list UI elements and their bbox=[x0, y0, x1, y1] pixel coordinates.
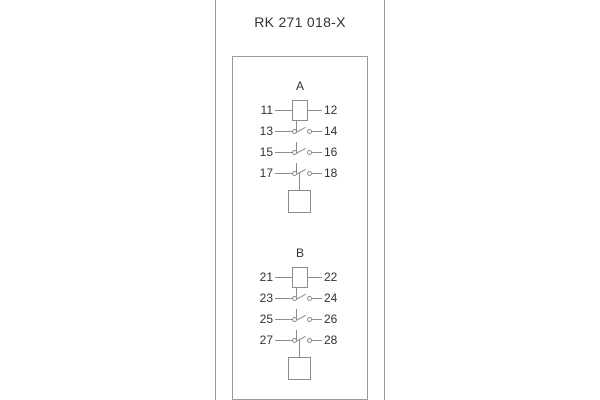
terminal-26: 26 bbox=[324, 312, 338, 326]
armature-link-25 bbox=[296, 309, 297, 319]
wire-28 bbox=[312, 340, 322, 341]
wire-26 bbox=[312, 319, 322, 320]
terminal-14: 14 bbox=[324, 124, 338, 138]
wire-14 bbox=[312, 131, 322, 132]
coil-box-b-bottom bbox=[288, 357, 311, 380]
armature-link-23 bbox=[296, 288, 297, 298]
coil-box-a-bottom bbox=[288, 190, 311, 213]
terminal-21: 21 bbox=[259, 270, 273, 284]
terminal-15: 15 bbox=[259, 145, 273, 159]
group-label-a: A bbox=[295, 79, 304, 93]
coil-box-b-top bbox=[292, 267, 308, 288]
terminal-23: 23 bbox=[259, 291, 273, 305]
group-label-b: B bbox=[295, 246, 304, 260]
armature-link-15 bbox=[296, 142, 297, 152]
coil-box-a-top bbox=[292, 100, 308, 121]
terminal-13: 13 bbox=[259, 124, 273, 138]
wire-24 bbox=[312, 298, 322, 299]
terminal-17: 17 bbox=[259, 166, 273, 180]
diagram-title: RK 271 018-X bbox=[254, 14, 346, 30]
terminal-18: 18 bbox=[324, 166, 338, 180]
armature-link-17 bbox=[296, 163, 297, 173]
wire-21 bbox=[275, 277, 292, 278]
terminal-25: 25 bbox=[259, 312, 273, 326]
armature-link-27 bbox=[296, 330, 297, 340]
terminal-12: 12 bbox=[324, 103, 338, 117]
terminal-22: 22 bbox=[324, 270, 338, 284]
terminal-27: 27 bbox=[259, 333, 273, 347]
wire-22 bbox=[308, 277, 322, 278]
coil-stem-a bbox=[299, 173, 300, 190]
wire-12 bbox=[308, 110, 322, 111]
wire-16 bbox=[312, 152, 322, 153]
coil-stem-b bbox=[299, 340, 300, 357]
wire-11 bbox=[275, 110, 292, 111]
terminal-24: 24 bbox=[324, 291, 338, 305]
terminal-28: 28 bbox=[324, 333, 338, 347]
armature-link-13 bbox=[296, 121, 297, 131]
terminal-16: 16 bbox=[324, 145, 338, 159]
terminal-11: 11 bbox=[260, 103, 273, 117]
wire-18 bbox=[312, 173, 322, 174]
